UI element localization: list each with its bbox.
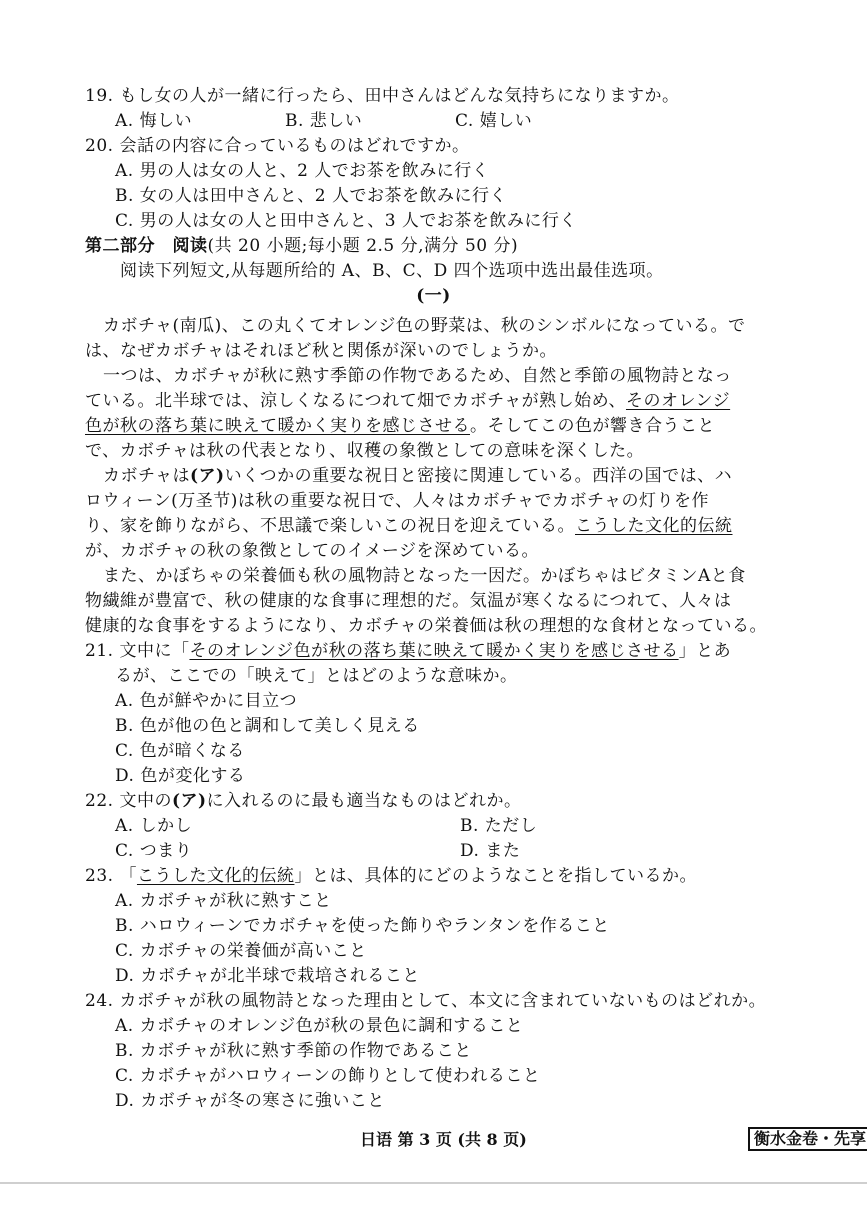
question-20-option-a: A. 男の人は女の人と、2 人でお茶を飲みに行く — [115, 161, 490, 181]
section-title: 第二部分 阅读 — [85, 236, 208, 256]
underlined-phrase: そのオレンジ — [625, 391, 731, 411]
option-a: A. 悔しい — [115, 111, 193, 131]
passage-line — [0, 414, 867, 439]
question-21 — [0, 639, 867, 664]
underlined-phrase: そのオレンジ色が秋の落ち葉に映えて暖かく実りを感じさせる — [189, 641, 679, 661]
passage-line: また、かぼちゃの栄養価も秋の風物詩となった一因だ。かぼちゃはビタミンAと食 — [103, 566, 746, 586]
question-text: に入れるのに最も適当なものはどれか。 — [206, 791, 522, 811]
option-c: C. 嬉しい — [455, 111, 533, 131]
brand-label: 衡水金卷・先享 — [748, 1127, 867, 1151]
blank-marker: (ア) — [190, 466, 225, 486]
option-b: B. ただし — [460, 816, 538, 836]
passage-line: ロウィーン(万圣节)は秋の重要な祝日で、人々はカボチャでカボチャの灯りを作 — [85, 491, 710, 511]
question-22 — [0, 789, 867, 814]
question-21-line-2: るが、ここでの「映えて」とはどのような意味か。 — [115, 666, 518, 686]
blank-marker: (ア) — [171, 791, 207, 811]
passage-line: で、カボチャは秋の代表となり、収穫の象徴としての意味を深くした。 — [85, 441, 645, 461]
question-text: 」とは、具体的にどのようなことを指しているか。 — [294, 866, 697, 886]
question-text: 22. 文中の — [85, 791, 172, 811]
instruction: 阅读下列短文,从每题所给的 A、B、C、D 四个选项中选出最佳选项。 — [120, 261, 664, 281]
passage-number: (一) — [416, 286, 451, 306]
underlined-phrase: 色が秋の落ち葉に映えて暖かく実りを感じさせる — [85, 416, 470, 436]
option-b: B. ハロウィーンでカボチャを使った飾りやランタンを作ること — [115, 916, 610, 936]
question-19-options — [0, 109, 867, 134]
option-d: D. また — [460, 841, 521, 861]
option-d: D. 色が変化する — [115, 766, 246, 786]
passage-line: カボチャ(南瓜)、この丸くてオレンジ色の野菜は、秋のシンボルになっている。で — [103, 316, 746, 336]
passage-text: カボチャは — [103, 466, 190, 486]
option-c: C. 色が暗くなる — [115, 741, 245, 761]
passage-line: は、なぜカボチャはそれほど秋と関係が深いのでしょうか。 — [85, 341, 557, 361]
question-24: 24. カボチャが秋の風物詩となった理由として、本文に含まれていないものはどれか。 — [85, 991, 767, 1011]
question-text: 」とあ — [678, 641, 732, 661]
passage-text: ている。北半球では、涼しくなるにつれて畑でカボチャが熟し始め、 — [85, 391, 626, 411]
question-text: 23. 「 — [85, 866, 137, 886]
section-detail: (共 20 小题;每小题 2.5 分,满分 50 分) — [207, 236, 519, 256]
passage-line: が、カボチャの秋の象徴としてのイメージを深めている。 — [85, 541, 539, 561]
question-19: 19. もし女の人が一緒に行ったら、田中さんはどんな気持ちになりますか。 — [85, 86, 680, 106]
passage-line: 物繊維が豊富で、秋の健康的な食事に理想的だ。気温が寒くなるにつれて、人々は — [85, 591, 732, 611]
option-c: C. つまり — [115, 841, 193, 861]
page-edge-divider — [0, 1182, 867, 1184]
option-c: C. カボチャがハロウィーンの飾りとして使われること — [115, 1066, 541, 1086]
option-b: B. 色が他の色と調和して美しく見える — [115, 716, 420, 736]
passage-text: 。そしてこの色が響き合うこと — [470, 416, 715, 436]
passage-line — [0, 389, 867, 414]
question-20-option-c: C. 男の人は女の人と田中さんと、3 人でお茶を飲みに行く — [115, 211, 577, 231]
option-a: A. 色が鮮やかに目立つ — [115, 691, 298, 711]
page-number: 日语 第 3 页 (共 8 页) — [360, 1130, 527, 1149]
section-heading — [0, 234, 867, 259]
passage-text: いくつかの重要な祝日と密接に関連している。西洋の国では、ハ — [224, 466, 733, 486]
passage-line — [0, 464, 867, 489]
option-a: A. カボチャが秋に熟すこと — [115, 891, 332, 911]
question-text: 21. 文中に「 — [85, 641, 190, 661]
option-a: A. カボチャのオレンジ色が秋の景色に調和すること — [115, 1016, 524, 1036]
passage-text: り、家を飾りながら、不思議で楽しいこの祝日を迎えている。 — [85, 516, 575, 536]
question-22-options-row-1 — [0, 814, 867, 839]
question-22-options-row-2 — [0, 839, 867, 864]
question-20: 20. 会話の内容に合っているものはどれですか。 — [85, 136, 470, 156]
page-footer — [0, 1127, 867, 1152]
passage-line: 健康的な食事をするようになり、カボチャの栄養価は秋の理想的な食材となっている。 — [85, 616, 767, 636]
underlined-phrase: こうした文化的伝統 — [136, 866, 295, 886]
passage-line — [0, 514, 867, 539]
option-c: C. カボチャの栄養価が高いこと — [115, 941, 367, 961]
option-b: B. カボチャが秋に熟す季節の作物であること — [115, 1041, 472, 1061]
option-d: D. カボチャが北半球で栽培されること — [115, 966, 420, 986]
option-b: B. 悲しい — [285, 111, 363, 131]
question-20-option-b: B. 女の人は田中さんと、2 人でお茶を飲みに行く — [115, 186, 508, 206]
option-a: A. しかし — [115, 816, 193, 836]
option-d: D. カボチャが冬の寒さに強いこと — [115, 1091, 385, 1111]
question-23 — [0, 864, 867, 889]
passage-line: 一つは、カボチャが秋に熟す季節の作物であるため、自然と季節の風物詩となっ — [103, 366, 732, 386]
underlined-phrase: こうした文化的伝統 — [575, 516, 733, 536]
